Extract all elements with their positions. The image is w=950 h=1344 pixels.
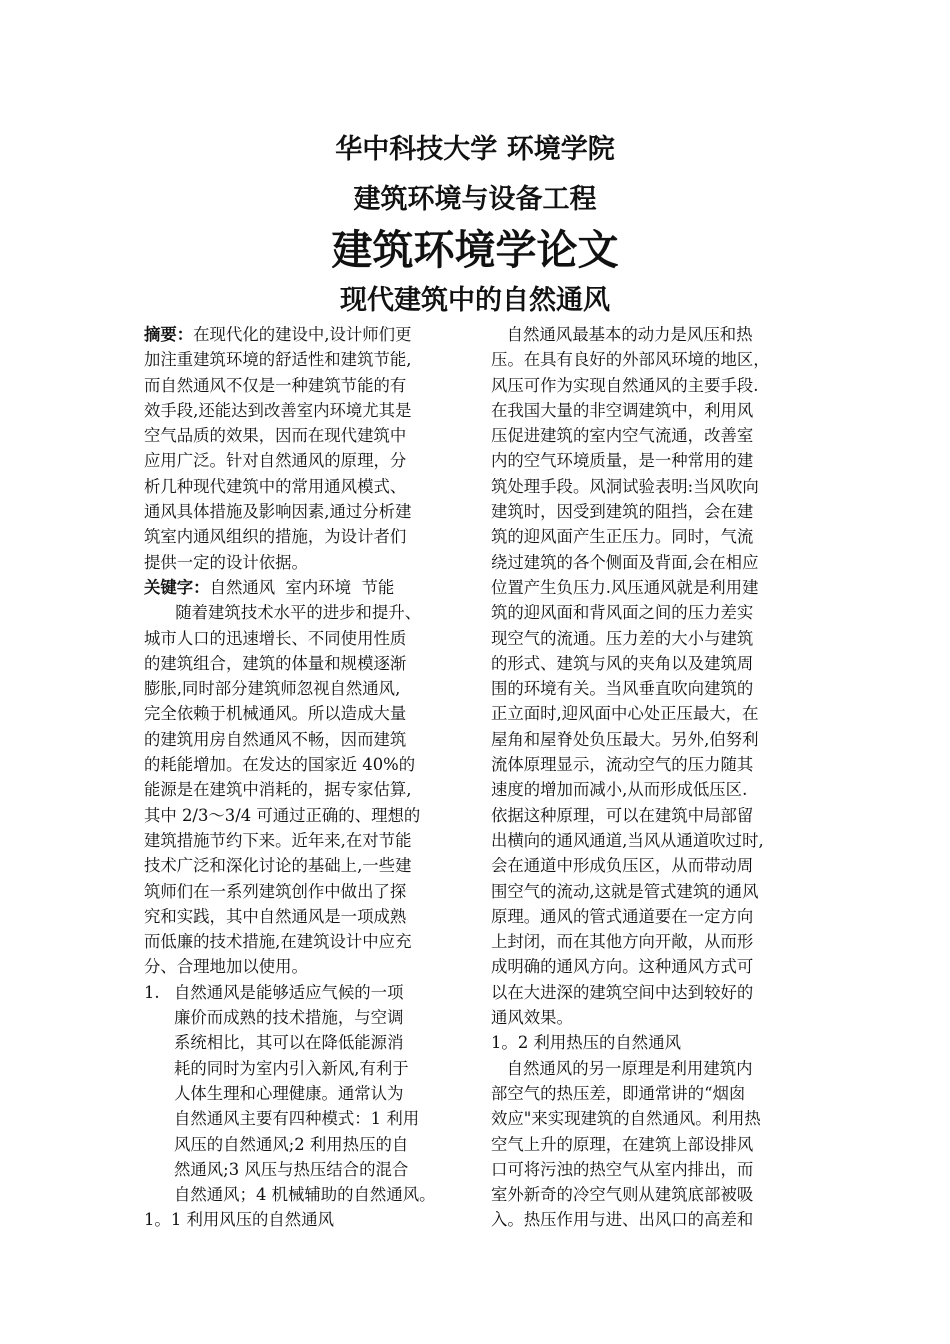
text-line <box>144 1081 461 1106</box>
text-line: 成明确的通风方向。这种通风方式可 <box>491 957 754 977</box>
abstract-body <box>144 347 461 575</box>
text-line: 完全依赖于机械通风。所以造成大量 <box>144 704 407 724</box>
text-line: 筑师们在一系列建筑创作中做出了探 <box>144 881 407 901</box>
text-line <box>144 1005 461 1030</box>
text-line: 加注重建筑环境的舒适性和建筑节能, <box>144 350 412 370</box>
abstract-text: 在现代化的建设中,设计师们更 <box>193 325 412 344</box>
text-line: 应用广泛。针对自然通风的原理，分 <box>144 451 407 471</box>
text-line: 通风效果。 <box>491 1008 573 1028</box>
text-line: 空气上升的原理，在建筑上部设排风 <box>491 1134 754 1154</box>
text-line <box>144 1030 461 1055</box>
right-column <box>491 322 817 1233</box>
list-number: 1. <box>144 982 160 1002</box>
text-line: 屋角和屋脊处负压最大。另外,伯努利 <box>491 729 759 749</box>
list-text: 耗的同时为室内引入新风,有利于 <box>174 1058 409 1078</box>
abstract-first-line <box>144 322 461 347</box>
text-line: 原理。通风的管式通道要在一定方向 <box>491 906 754 926</box>
numbered-list-item <box>144 980 461 1208</box>
text-line: 绕过建筑的各个侧面及背面,会在相应 <box>491 552 759 572</box>
list-text: 然通风;3 风压与热压结合的混合 <box>174 1159 409 1179</box>
text-line: 城市人口的迅速增长、不同使用性质 <box>144 628 407 648</box>
text-line: 口可将污浊的热空气从室内排出，而 <box>491 1159 754 1179</box>
text-line: 究和实践，其中自然通风是一项成熟 <box>144 906 407 926</box>
text-line: 流体原理显示，流动空气的压力随其 <box>491 755 754 775</box>
text-line: 压促进建筑的室内空气流通，改善室 <box>491 426 754 446</box>
list-text: 自然通风；4 机械辅助的自然通风。 <box>174 1185 436 1205</box>
keywords-label: 关键字： <box>144 577 210 597</box>
text-line: 围空气的流动,这就是管式建筑的通风 <box>491 881 759 901</box>
text-line: 室外新奇的冷空气则从建筑底部被吸 <box>491 1185 754 1205</box>
text-line: 自然通风的另一原理是利用建筑内 <box>491 1058 753 1078</box>
document-type-heading: 建筑环境学论文 <box>331 226 619 274</box>
major-heading: 建筑环境与设备工程 <box>353 184 597 215</box>
text-line: 筑的迎风面产生正压力。同时，气流 <box>491 527 754 547</box>
text-line: 的形式、建筑与风的夹角以及建筑周 <box>491 653 754 673</box>
text-line: 其中 2/3～3/4 可通过正确的、理想的 <box>144 805 421 825</box>
keywords-text: 自然通风 室内环境 节能 <box>209 577 395 597</box>
text-line: 的建筑组合，建筑的体量和规模逐渐 <box>144 653 407 673</box>
text-line: 在我国大量的非空调建筑中，利用风 <box>491 400 754 420</box>
text-line: 正立面时,迎风面中心处正压最大，在 <box>491 704 759 724</box>
text-line: 压。在具有良好的外部风环境的地区， <box>491 350 770 370</box>
text-line <box>144 1132 461 1157</box>
text-line: 的耗能增加。在发达的国家近 40%的 <box>144 755 416 775</box>
text-line: 提供一定的设计依据。 <box>144 552 308 572</box>
list-text: 人体生理和心理健康。通常认为 <box>174 1083 404 1103</box>
text-line: 围的环境有关。当风垂直吹向建筑的 <box>491 679 754 699</box>
text-line: 风压可作为实现自然通风的主要手段. <box>491 375 759 395</box>
text-line: 析几种现代建筑中的常用通风模式、 <box>144 476 407 496</box>
text-line: 的建筑用房自然通风不畅，因而建筑 <box>144 729 407 749</box>
text-line: 通风具体措施及影响因素,通过分析建 <box>144 502 412 522</box>
left-column <box>144 322 461 1233</box>
wind-pressure-paragraph <box>491 322 817 1030</box>
text-line: 而低廉的技术措施,在建筑设计中应充 <box>144 932 412 952</box>
text-line: 筑处理手段。风洞试验表明:当风吹向 <box>491 476 759 496</box>
text-line: 技术广泛和深化讨论的基础上,一些建 <box>144 856 412 876</box>
text-line: 筑的迎风面和背风面之间的压力差实 <box>491 603 754 623</box>
text-line <box>144 1106 461 1131</box>
list-text: 系统相比，其可以在降低能源消 <box>174 1033 404 1053</box>
text-line: 以在大进深的建筑空间中达到较好的 <box>491 982 754 1002</box>
text-line: 内的空气环境质量，是一种常用的建 <box>491 451 754 471</box>
text-line: 建筑措施节约下来。近年来,在对节能 <box>144 830 412 850</box>
text-line: 位置产生负压力.风压通风就是利用建 <box>491 577 759 597</box>
text-line: 自然通风最基本的动力是风压和热 <box>491 325 753 344</box>
text-line <box>144 1056 461 1081</box>
text-line: 出横向的通风通道,当风从通道吹过时, <box>491 830 764 850</box>
list-text: 自然通风主要有四种模式：1 利用 <box>174 1109 420 1129</box>
text-line: 入。热压作用与进、出风口的高差和 <box>491 1210 754 1230</box>
list-text: 风压的自然通风;2 利用热压的自 <box>174 1134 409 1154</box>
list-text: 自然通风是能够适应气候的一项 <box>174 982 404 1002</box>
thermal-pressure-paragraph <box>491 1056 817 1233</box>
text-line: 而自然通风不仅是一种建筑节能的有 <box>144 375 407 395</box>
text-line: 效手段,还能达到改善室内环境尤其是 <box>144 400 412 420</box>
text-line: 部空气的热压差，即通常讲的“烟囱 <box>491 1083 746 1103</box>
text-line: 能源是在建筑中消耗的，据专家估算, <box>144 780 412 800</box>
intro-paragraph <box>144 600 461 979</box>
text-line: 会在通道中形成负压区，从而带动周 <box>491 856 754 876</box>
text-line: 空气品质的效果，因而在现代建筑中 <box>144 426 407 446</box>
text-line: 筑室内通风组织的措施，为设计者们 <box>144 527 407 547</box>
text-line: 建筑时，因受到建筑的阻挡，会在建 <box>491 502 754 522</box>
text-line: 分、合理地加以使用。 <box>144 957 308 977</box>
list-text: 廉价而成熟的技术措施，与空调 <box>174 1008 404 1028</box>
text-line: 膨胀,同时部分建筑师忽视自然通风, <box>144 679 401 699</box>
text-line: 随着建筑技术水平的进步和提升、 <box>144 603 422 623</box>
section-heading: 1。2 利用热压的自然通风 <box>491 1033 681 1053</box>
text-line: 现空气的流通。压力差的大小与建筑 <box>491 628 754 648</box>
section-heading: 1。1 利用风压的自然通风 <box>144 1210 334 1230</box>
abstract-label: 摘要： <box>144 325 194 344</box>
text-line: 依据这种原理，可以在建筑中局部留 <box>491 805 754 825</box>
text-line <box>144 1157 461 1182</box>
text-line: 上封闭，而在其他方向开敞，从而形 <box>491 932 754 952</box>
text-line <box>144 980 461 1005</box>
paper-title: 现代建筑中的自然通风 <box>340 285 610 316</box>
university-heading: 华中科技大学 环境学院 <box>335 134 615 165</box>
text-line: 速度的增加而减小,从而形成低压区. <box>491 780 748 800</box>
text-line: 效应"来实现建筑的自然通风。利用热 <box>491 1109 761 1129</box>
text-line <box>144 1182 461 1207</box>
keywords-line <box>144 575 461 600</box>
